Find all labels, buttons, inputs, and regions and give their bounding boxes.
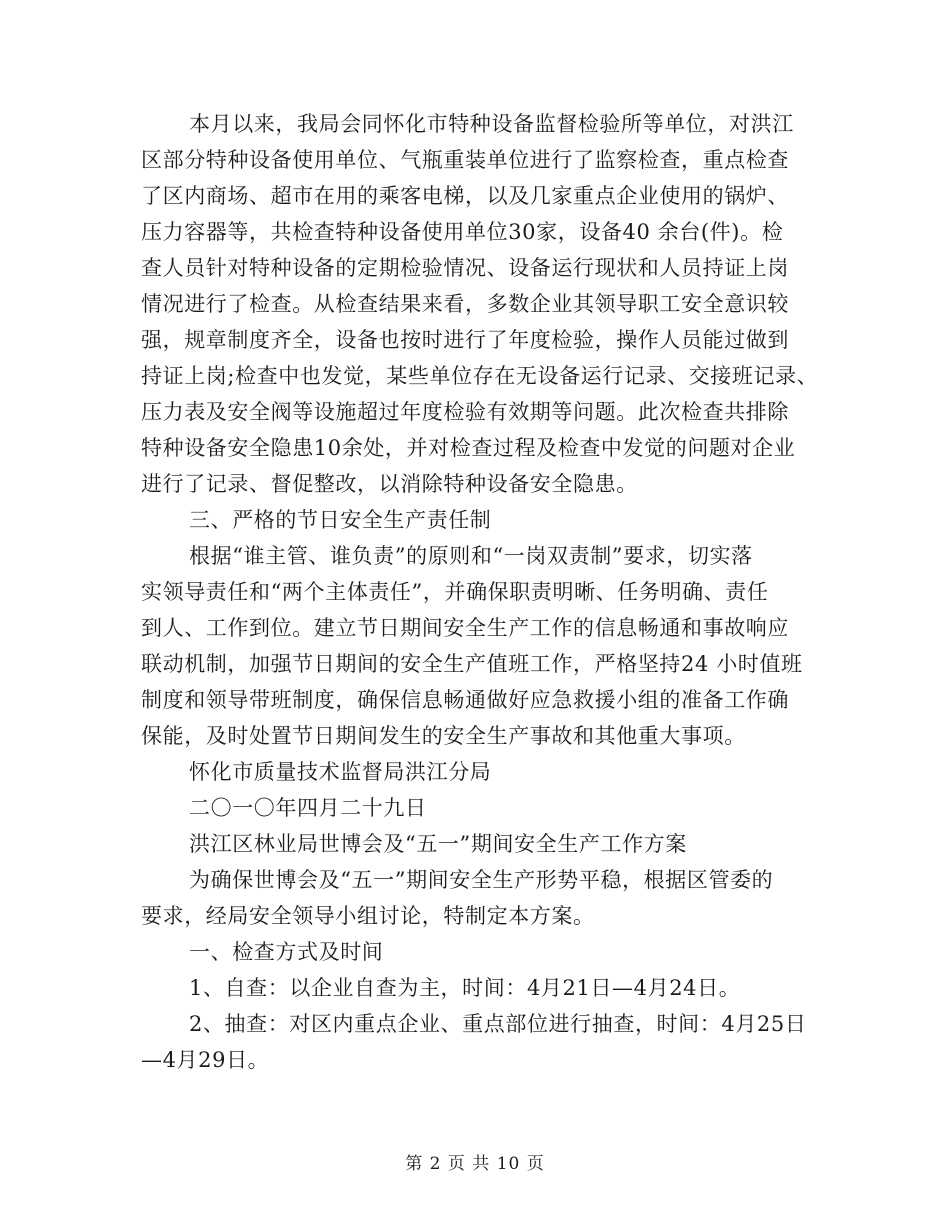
paragraph-line: 压力表及安全阀等设施超过年度检验有效期等问题。此次检查共排除 bbox=[141, 400, 789, 424]
paragraph-line: 要求，经局安全领导小组讨论，特制定本方案。 bbox=[141, 904, 595, 928]
paragraph-line: 实领导责任和“两个主体责任”，并确保职责明晰、任务明确、责任 bbox=[141, 580, 769, 604]
list-item-continuation: —4月29日。 bbox=[141, 1048, 270, 1072]
page-number-footer: 第 2 页 共 10 页 bbox=[405, 1154, 545, 1174]
paragraph-line: 进行了记录、督促整改，以消除特种设备安全隐患。 bbox=[141, 472, 638, 496]
document-title: 洪江区林业局世博会及“五一”期间安全生产工作方案 bbox=[189, 832, 687, 856]
paragraph-line: 强，规章制度齐全，设备也按时进行了年度检验，操作人员能过做到 bbox=[141, 328, 789, 352]
paragraph-line: 本月以来，我局会同怀化市特种设备监督检验所等单位，对洪江 bbox=[189, 112, 794, 136]
paragraph-line: 保能，及时处置节日期间发生的安全生产事故和其他重大事项。 bbox=[141, 724, 746, 748]
paragraph-line: 查人员针对特种设备的定期检验情况、设备运行现状和人员持证上岗 bbox=[141, 256, 789, 280]
paragraph-line: 根据“谁主管、谁负责”的原则和“一岗双责制”要求，切实落 bbox=[189, 544, 753, 568]
paragraph-line: 压力容器等，共检查特种设备使用单位30家，设备40 余台(件)。检 bbox=[141, 220, 784, 244]
paragraph-line: 区部分特种设备使用单位、气瓶重装单位进行了监察检查，重点检查 bbox=[141, 148, 789, 172]
paragraph-line: 持证上岗;检查中也发觉，某些单位存在无设备运行记录、交接班记录、 bbox=[141, 364, 819, 388]
section-heading: 一、检查方式及时间 bbox=[189, 940, 384, 964]
paragraph-line: 情况进行了检查。从检查结果来看，多数企业其领导职工安全意识较 bbox=[141, 292, 789, 316]
paragraph-line: 到人、工作到位。建立节日期间安全生产工作的信息畅通和事故响应 bbox=[141, 616, 789, 640]
list-item: 1、自查：以企业自查为主，时间：4月21日—4月24日。 bbox=[189, 976, 741, 1000]
section-heading: 三、严格的节日安全生产责任制 bbox=[189, 508, 492, 532]
paragraph-line: 特种设备安全隐患10余处，并对检查过程及检查中发觉的问题对企业 bbox=[141, 436, 796, 460]
issuer-name: 怀化市质量技术监督局洪江分局 bbox=[189, 760, 492, 784]
paragraph-line: 制度和领导带班制度，确保信息畅通做好应急救援小组的准备工作确 bbox=[141, 688, 789, 712]
paragraph-line: 为确保世博会及“五一”期间安全生产形势平稳，根据区管委的 bbox=[189, 868, 774, 892]
list-item: 2、抽查：对区内重点企业、重点部位进行抽查，时间：4月25日 bbox=[189, 1012, 807, 1036]
paragraph-line: 了区内商场、超市在用的乘客电梯，以及几家重点企业使用的锅炉、 bbox=[141, 184, 789, 208]
paragraph-line: 联动机制，加强节日期间的安全生产值班工作，严格坚持24 小时值班 bbox=[141, 652, 803, 676]
issue-date: 二〇一〇年四月二十九日 bbox=[189, 796, 427, 820]
